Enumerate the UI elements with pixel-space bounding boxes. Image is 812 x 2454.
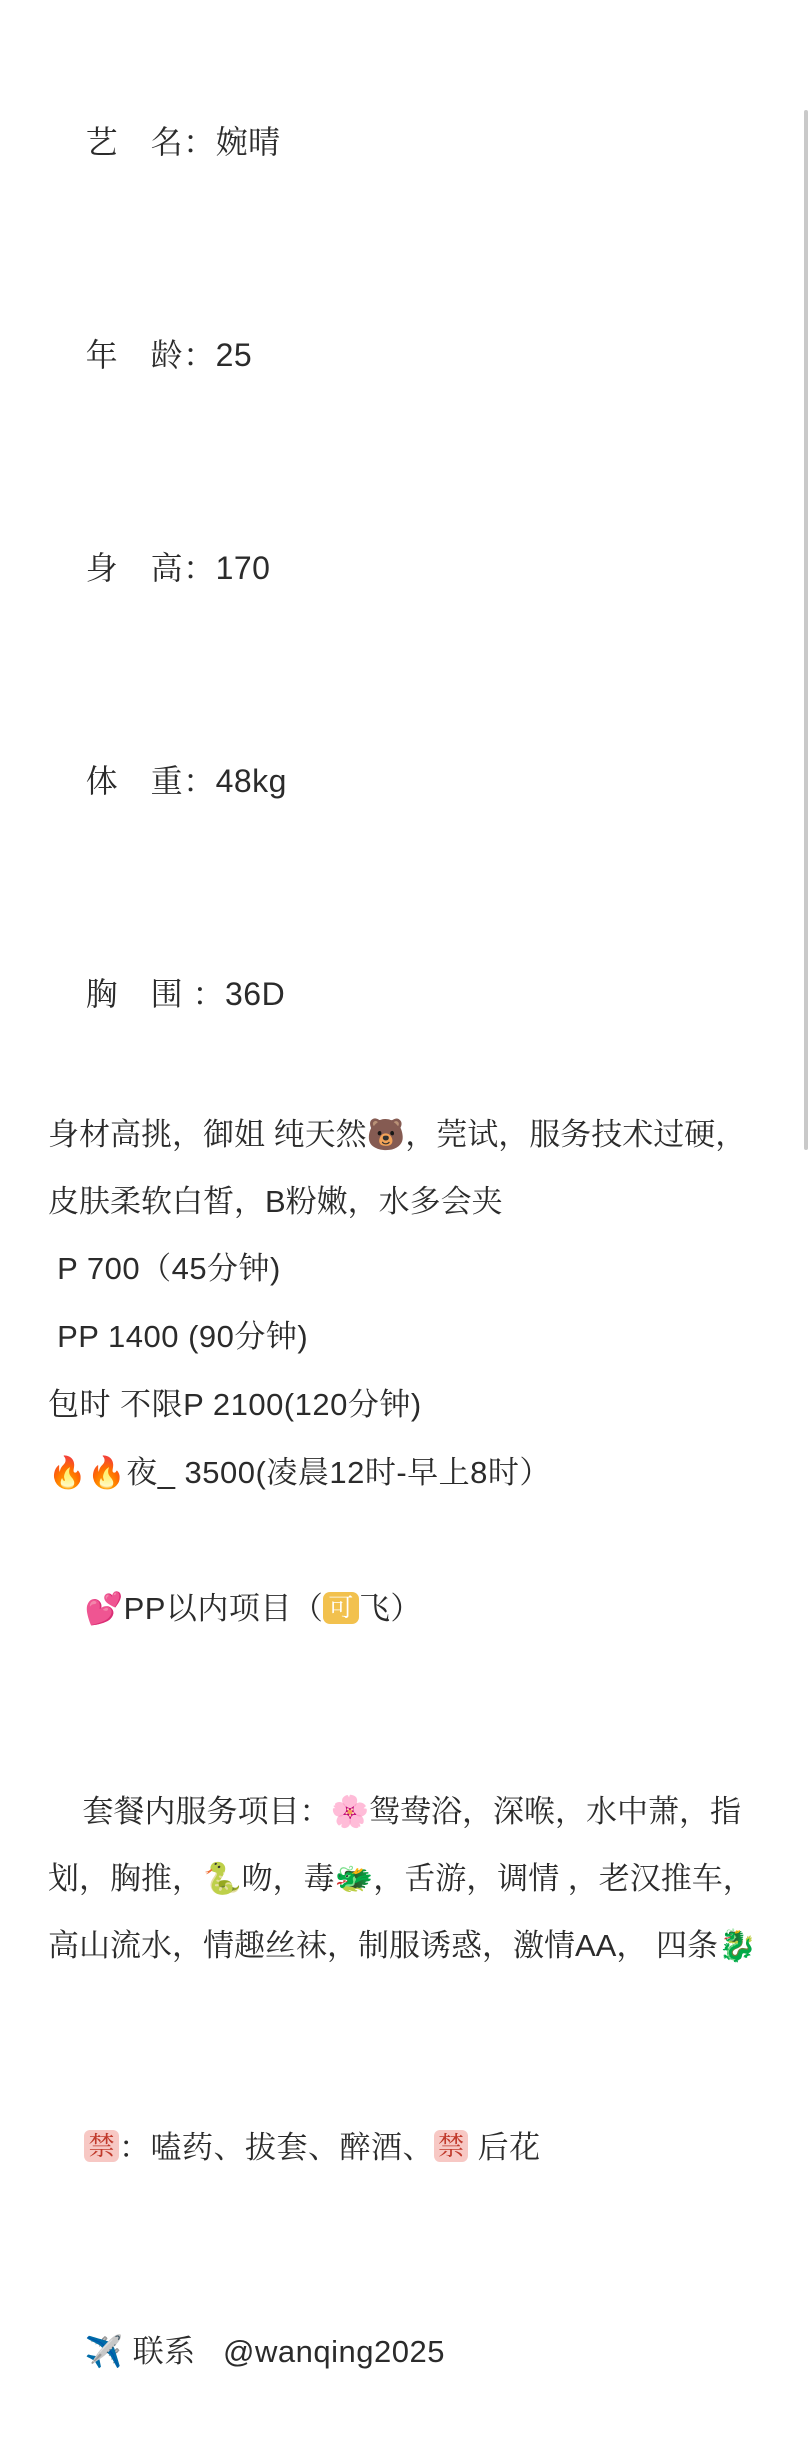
forbidden-text: ：嗑药、拔套、醉酒、 xyxy=(118,2130,434,2165)
profile-value-weight: 48kg xyxy=(215,763,287,799)
services-row xyxy=(48,1711,768,2046)
price-double: PP 1400 (90分钟) xyxy=(48,1319,309,1354)
profile-label-bust: 胸 围 ： xyxy=(85,976,225,1012)
can-fly-badge: 可 xyxy=(323,1592,359,1624)
services-text: 🌸鸳鸯浴，深喉，水中萧，指划，胸推，🐍吻，毒🐲，舌游，调情 ，老汉推车，高山流水，情趣丝袜，制服诱惑，激情AA， 四条🐉 xyxy=(48,1794,757,1963)
forbidden-badge-icon-2: 禁 xyxy=(434,2130,469,2162)
profile-row-bust xyxy=(48,888,768,1101)
price-single: P 700（45分钟) xyxy=(48,1251,281,1286)
profile-value-age: 25 xyxy=(215,337,253,373)
profile-row-weight xyxy=(48,675,768,888)
profile-value-height: 170 xyxy=(215,550,271,586)
contact-label: 联系 xyxy=(132,2334,196,2369)
description-text: 身材高挑，御姐 纯天然🐻，莞试，服务技术过硬，皮肤柔软白皙，B粉嫩，水多会夹 xyxy=(48,1117,747,1219)
profile-row-stage-name xyxy=(48,36,768,249)
price-package: 包时 不限P 2100(120分钟) xyxy=(48,1387,422,1422)
profile-row-age xyxy=(48,249,768,462)
profile-value-stage-name: 婉晴 xyxy=(215,124,281,160)
contact-handle: @wanqing2025 xyxy=(223,2334,445,2369)
hearts-icon: 💕 xyxy=(84,1591,124,1627)
profile-label-stage-name: 艺 名： xyxy=(85,124,216,160)
forbidden-badge-icon: 禁 xyxy=(84,2130,119,2162)
forbidden-tail: 后花 xyxy=(468,2130,541,2165)
scrollbar[interactable] xyxy=(804,110,808,1150)
included-title-suffix: 飞） xyxy=(358,1591,422,1626)
profile-label-height: 身 高： xyxy=(85,550,216,586)
profile-label-age: 年 龄： xyxy=(85,337,216,373)
profile-label-weight: 体 重： xyxy=(85,763,216,799)
price-overnight: 🔥🔥夜_ 3500(凌晨12时-早上8时） xyxy=(48,1455,551,1490)
airplane-icon: ✈️ xyxy=(84,2334,124,2370)
included-title-row xyxy=(48,1507,768,1711)
profile-value-bust: 36D xyxy=(224,976,286,1012)
included-title: PP以内项目（ xyxy=(123,1591,324,1626)
contact-row xyxy=(48,2250,768,2454)
forbidden-row xyxy=(48,2046,768,2250)
services-label: 套餐内服务项目： xyxy=(82,1794,331,1829)
profile-row-height xyxy=(48,462,768,675)
